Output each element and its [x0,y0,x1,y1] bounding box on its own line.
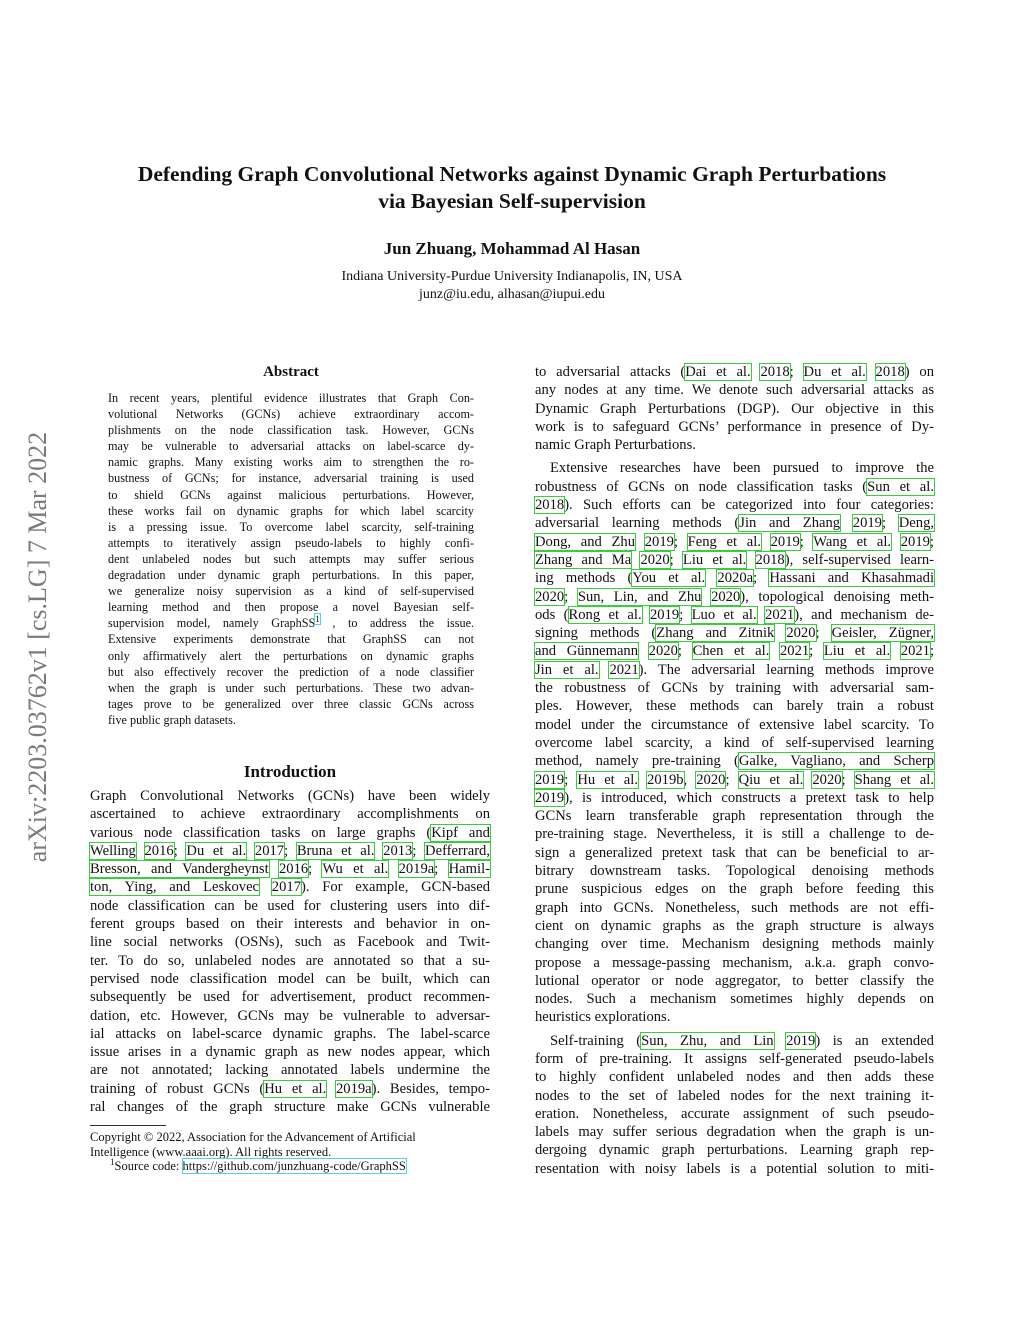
citation-link[interactable]: Jin and Zhang [739,515,841,532]
citation-link[interactable]: Wu et al. [322,861,389,878]
citation-link[interactable]: Geisler, Zügner, [831,625,934,642]
abstract-line: only affirmatively alert the perturbations on dynamic graphs [108,648,474,663]
body-line: prune suspicious edges on the graph before feeding this [535,881,934,898]
body-line [535,789,934,807]
citation-year-link[interactable]: 2017 [254,842,285,859]
body-line: lutional operator or node aggregator, to better classify the [535,972,934,989]
body-line: pervised node classification model can be built, which can [90,970,490,987]
body-line: graph into GCNs. Nonetheless, such methods are not effi- [535,899,934,916]
body-line: nodes. Such a mechanism sometimes highly depends on [535,991,934,1008]
title-line-2: via Bayesian Self-supervision [378,189,646,213]
abstract-line: volutional Networks (GCNs) achieve extraordinary accom- [108,407,474,422]
abstract-heading: Abstract [263,364,319,380]
citation-link[interactable]: and Günnemann [535,643,639,660]
body-line: changing over time. Mechanism designing methods mainly [535,936,934,953]
arxiv-identifier-text: arXiv:2203.03762v1 [cs.LG] 7 Mar 2022 [23,431,52,863]
body-text: ; [173,842,178,859]
body-text: ; [434,861,439,878]
body-line [90,860,490,878]
body-line: namic Graph Perturbations. [535,437,696,454]
citation-link[interactable]: Sun et al. [867,478,934,495]
body-text: ; [677,643,682,660]
body-line: eration. Nonetheless, accurate assignment of such pseudo- [535,1105,934,1122]
citation-year-link[interactable]: 2019a [398,861,435,878]
body-line: node classification can be used for clustering users into dif- [90,897,490,914]
body-line [535,588,934,606]
body-text: ). The adversarial learning methods improve [638,661,934,678]
abstract-line: to shield GCNs against malicious perturbations. However, [108,487,474,502]
abstract-line: we generalize noisy supervision as a kind of self-supervised [108,584,474,599]
citation-year-link[interactable]: 2020 [648,643,678,660]
body-text: ; [881,515,887,532]
body-line: ferent groups based on their interests and behavior in on- [90,916,490,933]
abstract-line: these works fail on dynamic graphs for which label scarcity [108,503,474,518]
body-line: form of pre-training. It assigns self-generated pseudo-labels [535,1050,934,1067]
abstract-line: learning method and then propose a novel Bayesian self- [108,600,474,615]
body-line: nodes to the set of labeled nodes for the next training it- [535,1087,934,1104]
citation-link[interactable]: Liu et al. [682,551,747,568]
citation-link[interactable]: Bresson, and Vandergheynst [90,861,269,878]
body-text: ; [725,771,730,788]
abstract-line: attempts to iteratively assign pseudo-labels to highly confi- [108,535,474,550]
citation-year-link[interactable]: 2019b [647,771,684,788]
body-line: ascertained to achieve extraordinary accomplishments on [90,806,490,823]
citation-year-link[interactable]: 2019a [335,1080,372,1097]
body-line: cient on dynamic graphs as the graph structure is always [535,917,934,934]
body-text: ; [929,643,935,660]
footnote-divider [90,1125,166,1126]
citation-year-link[interactable]: 2016 [278,861,309,878]
body-text: ). Besides, tempo- [371,1080,490,1097]
abstract-line: may be vulnerable to adversarial attacks on label-scarce dy- [108,439,474,454]
body-line [535,661,934,679]
body-line [90,842,490,860]
body-text: ) is an extended [815,1032,934,1049]
body-text: ing methods ( [535,570,633,587]
citation-link[interactable]: Defferrard, [425,842,490,859]
body-line [535,363,934,381]
citation-year-link[interactable]: 2019 [535,771,565,788]
source-code-footnote [90,1156,490,1174]
abstract-line: but also effectively recover the prediction of a node classifier [108,664,474,679]
body-line [535,569,934,587]
body-text: robustness of GCNs on node classification tasks ( [535,478,868,495]
paper-title [80,161,944,215]
footnotes [90,1130,490,1174]
body-text: ), and mechanism de- [794,606,935,623]
citation-year-link[interactable]: 2019 [535,789,565,806]
citation-link[interactable]: Chen et al. [692,643,770,660]
body-line: heuristics explorations. [535,1009,671,1026]
citation-year-link[interactable]: 2018 [875,364,905,380]
body-text: ; [929,533,934,550]
body-line: any nodes at any time. We denote such adversarial attacks as [535,382,934,399]
body-text: ; [841,771,846,788]
body-line: work is to safeguard GCNs’ performance in presence of Dy- [535,418,934,435]
abstract-line: dent unlabeled nodes but such attempts may suffer serious [108,551,474,566]
body-line: the robustness of GCNs by training with adversarial sam- [535,680,934,697]
body-line: Extensive researches have been pursued to improve the [550,460,934,477]
body-text: Self-training ( [550,1032,642,1049]
body-text: ; [412,842,417,859]
citation-year-link[interactable]: 2020 [535,588,565,605]
citation-year-link[interactable]: 2019 [650,606,680,623]
body-text: ; [753,570,758,587]
body-line [535,642,934,660]
citation-link[interactable]: Galke, Vagliano, and Scherp [738,753,934,770]
copyright-notice: Intelligence (www.aaai.org). All rights reserved. [90,1144,332,1159]
body-line [535,551,934,569]
copyright-notice: Copyright © 2022, Association for the Advancement of Artificial [90,1130,416,1144]
citation-link[interactable]: Rong et al. [568,606,642,623]
body-line: dergoing dynamic graph perturbations. Learning graph rep- [535,1142,934,1159]
affiliation-block [80,268,944,304]
body-text: ), topological denoising meth- [740,588,934,605]
body-line: overcome label scarcity, a kind of self-supervised learning [535,734,934,751]
citation-year-link[interactable]: 2020 [696,771,726,788]
body-line: sign a generalized pretext task that can be beneficial to ar- [535,844,934,861]
citation-year-link[interactable]: 2020 [640,551,670,568]
citation-link[interactable]: Luo et al. [691,606,757,623]
body-text: signing methods ( [535,625,657,642]
body-text: ). Such efforts can be categorized into four categories: [564,497,934,514]
body-text: ; [564,771,569,788]
citation-year-link[interactable]: 2019 [770,533,800,550]
citation-year-link[interactable]: 2019 [852,515,882,532]
citation-year-link[interactable]: 2013 [383,842,413,859]
body-text: ). For example, GCN-based [300,879,490,896]
abstract-line: Extensive experiments demonstrate that GraphSS can not [108,632,474,647]
citation-year-link[interactable]: 2020 [711,588,741,605]
body-line [535,771,934,789]
citation-link[interactable]: Hassani and Khasahmadi [769,570,935,587]
body-line: ral changes of the graph structure make GCNs vulnerable [90,1099,490,1116]
body-text: adversarial learning methods ( [535,515,740,532]
author-emails: junz@iu.edu, alhasan@iupui.edu [419,287,605,302]
citation-year-link[interactable]: 2019 [644,533,674,550]
abstract-line: In recent years, plentiful evidence illustrates that Graph Con- [108,391,474,405]
body-text: ; [815,625,820,642]
body-text: ), self-supervised learn- [784,551,934,568]
citation-link[interactable]: You et al. [632,570,706,587]
citation-link[interactable]: Sun, Lin, and Zhu [577,588,702,605]
abstract-line [108,615,474,631]
citation-link[interactable]: Jin et al. [535,661,599,678]
citation-link[interactable]: Zhang and Zitnik [656,625,775,642]
body-line [90,824,490,842]
footnote-mark: 1 [110,1156,115,1167]
body-text: ; [799,533,804,550]
citation-link[interactable]: Shang et al. [854,771,934,788]
abstract-text: , to address the issue. [332,616,475,631]
body-line: ial attacks on label-scarce dynamic graphs. The label-scarce [90,1025,490,1042]
introduction-heading: Introduction [243,762,337,781]
body-line [535,606,934,624]
body-line [90,1080,490,1098]
citation-link[interactable]: Hu et al. [264,1080,327,1097]
abstract-line: plishments on the node classification task. However, GCNs [108,423,474,438]
citation-year-link[interactable]: 2018 [755,551,785,568]
citation-year-link[interactable]: 2018 [760,364,790,380]
citation-link[interactable]: Zhang and Ma [535,551,632,568]
citation-year-link[interactable]: 2018 [535,497,565,514]
abstract-line: five public graph datasets. [108,712,236,727]
abstract-line: tages prove to be generalized over three classic GCNs across [108,696,474,711]
body-line: ples. However, these methods can barely train a robust [535,698,934,715]
body-text: to adversarial attacks ( [535,364,686,380]
authors: Jun Zhuang, Mohammad Al Hasan [383,239,641,258]
citation-year-link[interactable]: 2016 [144,842,174,859]
citation-link[interactable]: Hamil- [448,861,490,878]
abstract-text: supervision model, namely GraphSS [108,616,316,631]
footnote-text: Source code: [114,1159,183,1173]
citation-year-link[interactable]: 2019 [786,1032,816,1049]
body-line: line social networks (OSNs), such as Facebook and Twit- [90,934,490,951]
body-text: ) on [904,364,935,380]
introduction-section [90,762,490,1116]
citation-link[interactable]: Feng et al. [687,533,761,550]
citation-link[interactable]: Qiu et al. [738,771,804,788]
citation-link[interactable]: Hu et al. [577,771,638,788]
abstract-line: degradation under dynamic graph perturbations. In this paper, [108,568,474,583]
body-line: Dynamic Graph Perturbations (DGP). Our objective in this [535,400,934,417]
body-text: training of robust GCNs ( [90,1080,265,1097]
citation-year-link[interactable]: 2021 [609,661,639,678]
citation-link[interactable]: Deng, [898,515,935,532]
citation-link[interactable]: Wang et al. [813,533,892,550]
body-line [90,878,490,896]
body-line: model under the circumstance of extensive label scarcity. To [535,716,934,733]
body-line: are not annotated; lacking annotated labels undermine the [90,1062,490,1079]
body-line: bitrary downstream tasks. Topological denoising methods [535,863,934,880]
body-line [535,514,934,532]
right-column [535,363,934,1178]
citation-year-link[interactable]: 2021 [779,643,810,660]
citation-year-link[interactable]: 2021 [900,643,930,660]
body-text: ; [809,643,814,660]
abstract-line: bustness of GCNs; for instance, adversarial training is used [108,471,474,486]
citation-year-link[interactable]: 2019 [900,533,930,550]
abstract-line: namic graphs. Many existing works aim to strengthen the ro- [108,455,474,470]
citation-link[interactable]: Kipf and [431,824,490,841]
body-text: ; [679,606,684,623]
body-text: ; [284,842,289,859]
abstract [108,364,474,728]
citation-link[interactable]: Dai et al. [685,364,751,380]
source-code-link[interactable]: https://github.com/junzhuang-code/GraphSS [182,1159,406,1173]
body-line: labels may suffer serious degradation when the graph is un- [535,1124,934,1141]
body-line: issue arises in a dynamic graph as new nodes appear, which [90,1044,490,1061]
body-text: ; [673,533,678,550]
citation-link[interactable]: ton, Ying, and Leskovec [90,879,260,896]
body-text: ), is introduced, which constructs a pretext task to help [564,789,934,806]
title-line-1: Defending Graph Convolutional Networks against Dynamic Graph Perturbations [137,162,887,186]
body-line [535,496,934,514]
arxiv-identifier [8,362,68,932]
body-line [535,1032,934,1050]
affiliation: Indiana University-Purdue University Indianapolis, IN, USA [341,269,683,284]
body-line: Graph Convolutional Networks (GCNs) have been widely [90,788,490,804]
citation-link[interactable]: Du et al. [803,364,866,380]
body-text: various node classification tasks on large graphs ( [90,824,432,841]
body-text: ; [789,364,794,380]
citation-link[interactable]: Bruna et al. [296,842,375,859]
abstract-line: when the graph is under such perturbations. These two advan- [108,680,474,695]
body-line [535,533,934,551]
citation-year-link[interactable]: 2020 [786,625,816,642]
body-line: dation, etc. However, GCNs may be vulnerable to adversar- [90,1007,490,1024]
body-line [535,478,934,496]
body-line [535,624,934,642]
abstract-line: is a pressing issue. To overcome label scarcity, self-training [108,519,474,534]
citation-link[interactable]: Sun, Zhu, and Lin [641,1032,774,1049]
body-line: resentation with noisy labels is a potential solution to miti- [535,1160,934,1177]
citation-year-link[interactable]: 2020 [812,771,842,788]
body-text: ; [308,861,313,878]
citation-link[interactable]: Dong, and Zhu [535,533,636,550]
body-line: propose a message-passing mechanism, a.k.a. graph convo- [535,954,934,971]
body-line: pre-training stage. Nevertheless, it is still a challenge to de- [535,826,934,843]
citation-year-link[interactable]: 2020a [717,570,754,587]
citation-link[interactable]: Liu et al. [823,643,891,660]
body-line: GCNs learn transferable graph representation through the [535,808,934,825]
body-text: ; [564,588,569,605]
footnote-link[interactable]: 1 [315,614,320,625]
citation-year-link[interactable]: 2017 [271,879,301,896]
body-line: to highly confident unlabeled nodes and then adds these [535,1069,934,1086]
citation-link[interactable]: Welling [90,842,136,859]
citation-year-link[interactable]: 2021 [765,606,795,623]
body-text: ; [669,551,674,568]
body-text: method, namely pre-training ( [535,753,739,770]
body-text: , [683,771,688,788]
body-line [535,752,934,770]
body-text: ods ( [535,606,569,623]
body-line: subsequently be used for advertisement, product recommen- [90,989,490,1006]
citation-link[interactable]: Du et al. [186,842,247,859]
body-line: ter. To do so, unlabeled nodes are annotated so that a su- [90,952,490,969]
